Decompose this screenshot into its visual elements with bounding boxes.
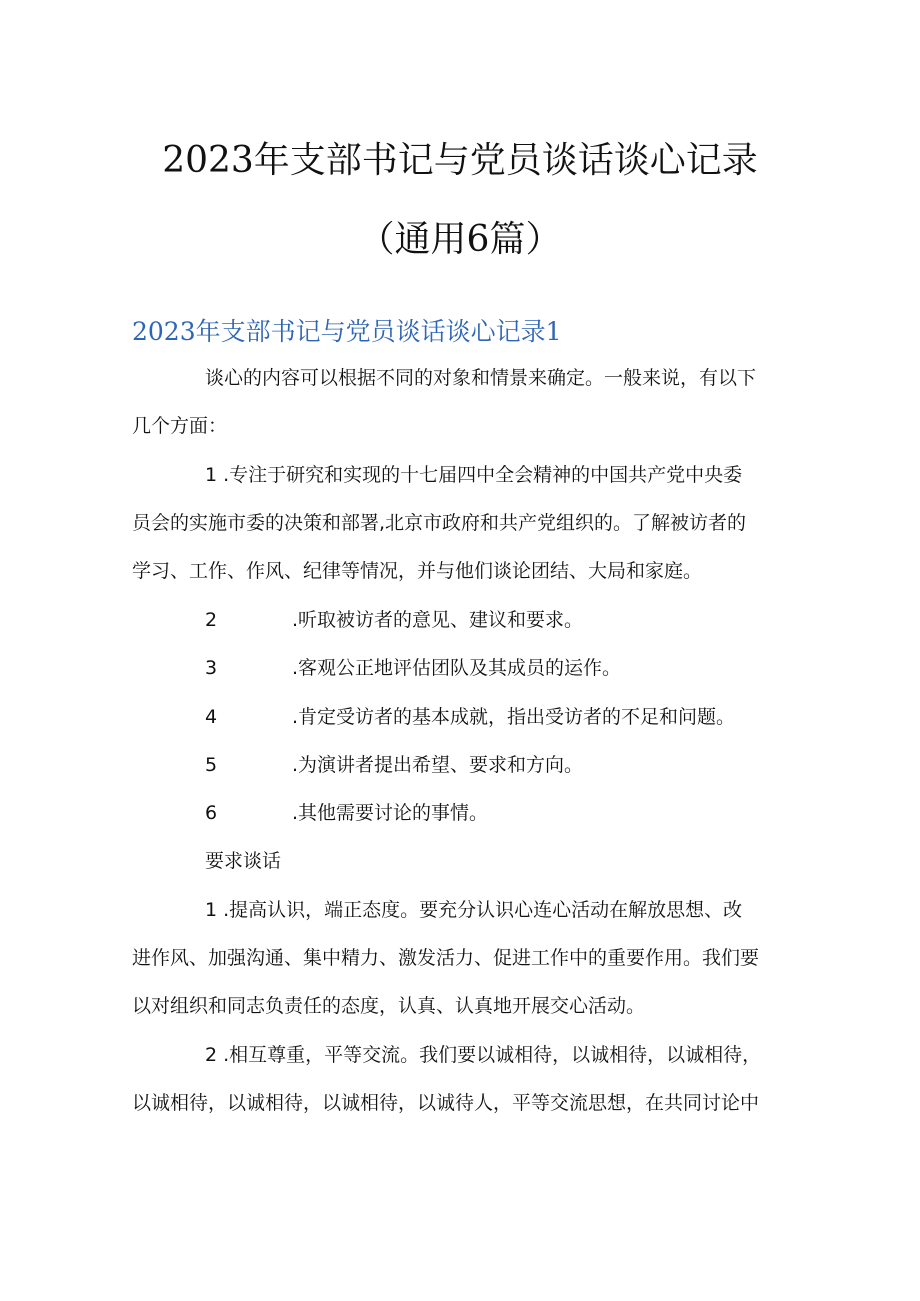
intro-line-1: 谈心的内容可以根据不同的对象和情景来确定。一般来说，有以下 [205,367,757,389]
list-item-number: 4 [205,706,218,728]
document-title: 2023年支部书记与党员谈话谈心记录 [162,140,758,181]
requirement-1-line-3: 以对组织和同志负责任的态度，认真、认真地开展交心活动。 [132,995,646,1017]
list-item-text: .肯定受访者的基本成就，指出受访者的不足和问题。 [292,706,736,728]
requirement-1-line-2: 进作风、加强沟通、集中精力、激发活力、促进工作中的重要作用。我们要 [132,947,760,969]
list-item-text: .为演讲者提出希望、要求和方向。 [292,754,584,776]
list-item-text: .听取被访者的意见、建议和要求。 [292,609,584,631]
subheading: 要求谈话 [205,850,282,872]
list-item-number: 5 [205,754,218,776]
item-1-line-3: 学习、工作、作风、纪律等情况，并与他们谈论团结、大局和家庭。 [132,560,703,582]
intro-line-2: 几个方面： [132,415,228,437]
document-subtitle: （通用6篇） [358,219,562,260]
list-item-text: .客观公正地评估团队及其成员的运作。 [292,657,622,679]
list-item-number: 6 [205,802,218,824]
requirement-1-line-1: 1 .提高认识，端正态度。要充分认识心连心活动在解放思想、改 [205,899,743,921]
item-1-line-1: 1 .专注于研究和实现的十七届四中全会精神的中国共产党中央委 [205,464,743,486]
item-1-line-2: 员会的实施市委的决策和部署,北京市政府和共产党组织的。了解被访者的 [132,512,747,534]
section-heading: 2023年支部书记与党员谈话谈心记录1 [132,317,562,346]
list-item-number: 2 [205,609,218,631]
requirement-2-line-2: 以诚相待，以诚相待，以诚相待，以诚待人，平等交流思想，在共同讨论中 [132,1092,760,1114]
list-item-number: 3 [205,657,218,679]
list-item-text: .其他需要讨论的事情。 [292,802,489,824]
requirement-2-line-1: 2 .相互尊重，平等交流。我们要以诚相待，以诚相待，以诚相待， [205,1044,762,1066]
